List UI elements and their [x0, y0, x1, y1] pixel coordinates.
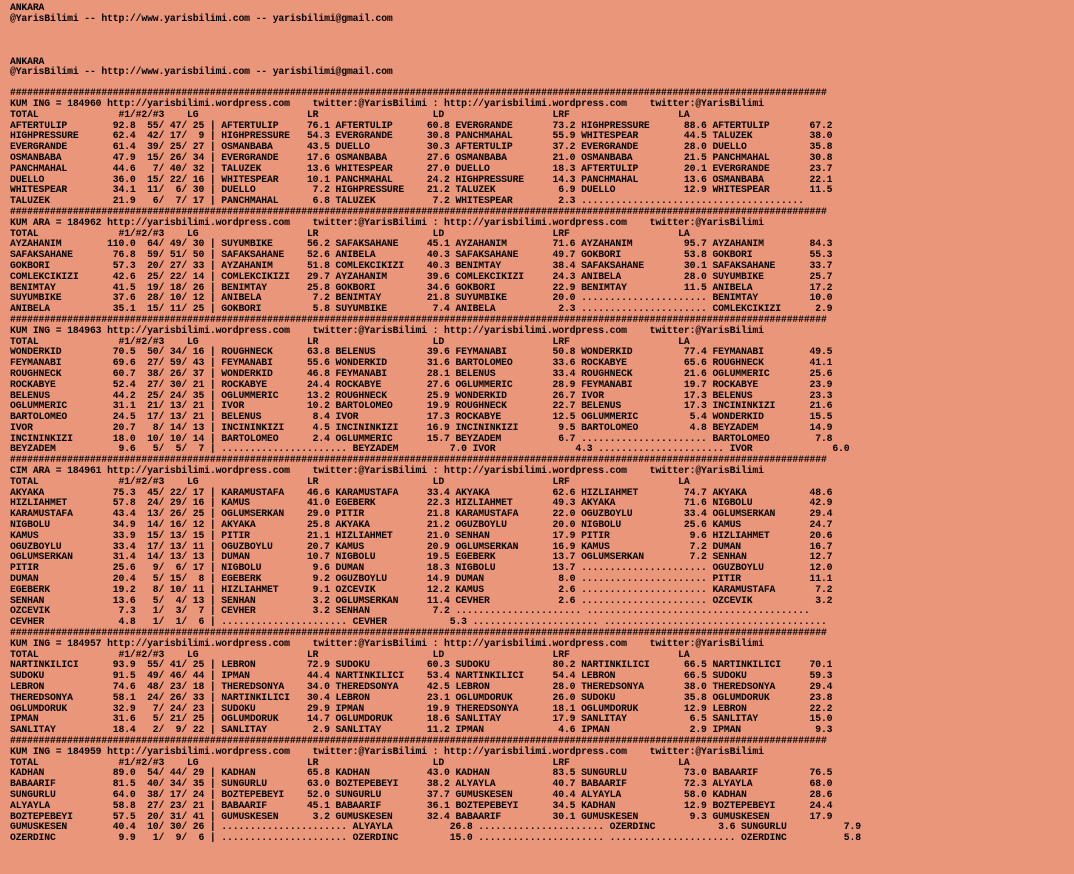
- header-spacer: [10, 25, 1074, 57]
- header-city-2: ANKARA: [10, 55, 45, 67]
- header-city: ANKARA: [10, 2, 45, 13]
- header-credit: @YarisBilimi -- http://www.yarisbilimi.com -- yarisbilimi@gmail.com: [10, 12, 393, 24]
- race-tables: ############################################################################################################################################### KUM ING = 184960 http://yarisbilimi.wordpress.com twitter:@YarisBilimi : http://yarisbilimi.wordpress.com twitter:@YarisBilimi TOTAL #1/#2/#3 LG LR LD LRF LA AFTERTULIP 92.8 55/ 47/ 25 | AFTERTULIP 76.1 AFTERTULIP 60.8 EVERGRANDE 73.2 HIGHPRESSURE 88.6 AFTERTULIP 67.2 HIGHPRESSURE 62.4 42/ 17/ 9 | HIGHPRESSURE 54.3 EVERGRANDE 30.8 PANCHMAHAL 55.9 WHITESPEAR 44.5 TALUZEK 38.0 EVERGRANDE 61.4 39/ 25/ 27 | OSMANBABA 43.5 DUELLO 30.3 AFTERTULIP 37.2 EVERGRANDE 28.0 DUELLO 35.8 OSMANBABA 47.9 15/ 26/ 34 | EVERGRANDE 17.6 OSMANBABA 27.6 OSMANBABA 21.0 OSMANBABA 21.5 PANCHMAHAL 30.8 PANCHMAHAL 44.6 7/ 40/ 32 | TALUZEK 13.6 WHITESPEAR 27.0 DUELLO 18.3 AFTERTULIP 20.1 EVERGRANDE 23.7 DUELLO 36.0 15/ 22/ 16 | WHITESPEAR 10.1 PANCHMAHAL 24.2 HIGHPRESSURE 14.3 PANCHMAHAL 13.6 OSMANBABA 22.1 WHITESPEAR 34.1 11/ 6/ 30 | DUELLO 7.2 HIGHPRESSURE 21.2 TALUZEK 6.9 DUELLO 12.9 WHITESPEAR 11.5 TALUZEK 21.9 6/ 7/ 17 | PANCHMAHAL 6.8 TALUZEK 7.2 WHITESPEAR 2.3 ....................................... ############################################################################################################################################### KUM ARA = 184962 http://yarisbilimi.wordpress.com twitter:@YarisBilimi : http://yarisbilimi.wordpress.com twitter:@YarisBilimi TOTAL #1/#2/#3 LG LR LD LRF LA AYZAHANIM 110.0 64/ 49/ 30 | SUYUMBIKE 56.2 SAFAKSAHANE 45.1 AYZAHANIM 71.6 AYZAHANIM 95.7 AYZAHANIM 84.3 SAFAKSAHANE 76.8 59/ 51/ 50 | SAFAKSAHANE 52.6 ANIBELA 40.3 SAFAKSAHANE 49.7 GOKBORI 53.8 GOKBORI 55.3 GOKBORI 57.3 20/ 27/ 33 | AYZAHANIM 51.8 COMLEKCIKIZI 40.3 BENIMTAY 38.4 SAFAKSAHANE 30.1 SAFAKSAHANE 33.7 COMLEKCIKIZI 42.6 25/ 22/ 14 | COMLEKCIKIZI 29.7 AYZAHANIM 39.6 COMLEKCIKIZI 24.3 ANIBELA 28.0 SUYUMBIKE 25.7 BENIMTAY 41.5 19/ 18/ 26 | BENIMTAY 25.8 GOKBORI 34.6 GOKBORI 22.9 BENIMTAY 11.5 ANIBELA 17.2 SUYUMBIKE 37.6 28/ 10/ 12 | ANIBELA 7.2 BENIMTAY 21.8 SUYUMBIKE 20.0 ...................... BENIMTAY 10.0 ANIBELA 35.1 15/ 11/ 25 | GOKBORI 5.8 SUYUMBIKE 7.4 ANIBELA 2.3 ...................... COMLEKCIKIZI 2.9 ############################################################################################################################################### KUM ING = 184963 http://yarisbilimi.wordpress.com twitter:@YarisBilimi : http://yarisbilimi.wordpress.com twitter:@YarisBilimi TOTAL #1/#2/#3 LG LR LD LRF LA WONDERKID 70.5 50/ 34/ 16 | ROUGHNECK 63.8 BELENUS 39.6 FEYMANABI 50.8 WONDERKID 77.4 FEYMANABI 49.5 FEYMANABI 69.6 27/ 59/ 43 | FEYMANABI 55.6 WONDERKID 31.6 BARTOLOMEO 33.6 ROCKABYE 65.6 ROUGHNECK 41.1 ROUGHNECK 60.7 38/ 26/ 37 | WONDERKID 46.8 FEYMANABI 28.1 BELENUS 33.4 ROUGHNECK 21.6 OGLUMMERIC 25.6 ROCKABYE 52.4 27/ 30/ 21 | ROCKABYE 24.4 ROCKABYE 27.6 OGLUMMERIC 28.9 FEYMANABI 19.7 ROCKABYE 23.9 BELENUS 44.2 25/ 24/ 35 | OGLUMMERIC 13.2 ROUGHNECK 25.9 WONDERKID 26.7 IVOR 17.3 BELENUS 23.3 OGLUMMERIC 31.1 21/ 13/ 21 | IVOR 10.2 BARTOLOMEO 19.9 ROUGHNECK 22.7 BELENUS 17.3 INCININKIZI 21.6 BARTOLOMEO 24.5 17/ 13/ 21 | BELENUS 8.4 IVOR 17.3 ROCKABYE 12.5 OGLUMMERIC 5.4 WONDERKID 15.5 IVOR 20.7 8/ 14/ 13 | INCININKIZI 4.5 INCININKIZI 16.9 INCININKIZI 9.5 BARTOLOMEO 4.8 BEYZADEM 14.9 INCININKIZI 18.0 10/ 10/ 14 | BARTOLOMEO 2.4 OGLUMMERIC 15.7 BEYZADEM 6.7 ...................... BARTOLOMEO 7.8 BEYZADEM 9.6 5/ 5/ 7 | ...................... BEYZADEM 7.0 IVOR 4.3 ...................... IVOR 6.0 ############################################################################################################################################### CIM ARA = 184961 http://yarisbilimi.wordpress.com twitter:@YarisBilimi : http://yarisbilimi.wordpress.com twitter:@YarisBilimi TOTAL #1/#2/#3 LG LR LD LRF LA AKYAKA 75.3 45/ 22/ 17 | KARAMUSTAFA 46.6 KARAMUSTAFA 33.4 AKYAKA 62.6 HIZLIAHMET 74.7 AKYAKA 48.6 HIZLIAHMET 57.8 24/ 29/ 16 | KAMUS 41.0 EGEBERK 22.3 HIZLIAHMET 49.3 AKYAKA 71.6 NIGBOLU 42.9 KARAMUSTAFA 43.4 13/ 26/ 25 | OGLUMSERKAN 29.0 PITIR 21.8 KARAMUSTAFA 22.0 OGUZBOYLU 33.4 OGLUMSERKAN 29.4 NIGBOLU 34.9 14/ 16/ 12 | AKYAKA 25.8 AKYAKA 21.2 OGUZBOYLU 20.0 NIGBOLU 25.6 KAMUS 24.7 KAMUS 33.9 15/ 13/ 15 | PITIR 21.1 HIZLIAHMET 21.0 SENHAN 17.9 PITIR 9.6 HIZLIAHMET 20.6 OGUZBOYLU 33.4 17/ 13/ 11 | OGUZBOYLU 20.7 KAMUS 20.9 OGLUMSERKAN 16.9 KAMUS 7.2 DUMAN 16.7 OGLUMSERKAN 31.4 14/ 13/ 13 | DUMAN 10.7 NIGBOLU 19.5 EGEBERK 13.7 OGLUMSERKAN 7.2 SENHAN 12.7 PITIR 25.6 9/ 6/ 17 | NIGBOLU 9.6 DUMAN 18.3 NIGBOLU 13.7 ...................... OGUZBOYLU 12.0 DUMAN 20.4 5/ 15/ 8 | EGEBERK 9.2 OGUZBOYLU 14.9 DUMAN 8.0 ...................... PITIR 11.1 EGEBERK 19.2 8/ 10/ 11 | HIZLIAHMET 9.1 OZCEVIK 12.2 KAMUS 2.6 ...................... KARAMUSTAFA 7.2 SENHAN 13.6 5/ 4/ 13 | SENHAN 3.2 OGLUMSERKAN 11.4 CEVHER 2.6 ...................... OZCEVIK 3.2 OZCEVIK 7.3 1/ 3/ 7 | CEVHER 3.2 SENHAN 7.2 ...................... ....................................... CEVHER 4.8 1/ 1/ 6 | ...................... CEVHER 5.3 ...................... ....................................... ############################################################################################################################################### KUM ING = 184957 http://yarisbilimi.wordpress.com twitter:@YarisBilimi : http://yarisbilimi.wordpress.com twitter:@YarisBilimi TOTAL #1/#2/#3 LG LR LD LRF LA NARTINKILICI 93.9 55/ 41/ 25 | LEBRON 72.9 SUDOKU 60.3 SUDOKU 80.2 NARTINKILICI 66.5 NARTINKILICI 70.1 SUDOKU 91.5 49/ 46/ 44 | IPMAN 44.4 NARTINKILICI 53.4 NARTINKILICI 54.4 LEBRON 66.5 SUDOKU 59.3 LEBRON 74.6 48/ 23/ 18 | THEREDSONYA 34.0 THEREDSONYA 42.5 LEBRON 28.0 THEREDSONYA 38.0 THEREDSONYA 29.4 THEREDSONYA 58.1 24/ 26/ 33 | NARTINKILICI 30.4 LEBRON 23.1 OGLUMDORUK 26.0 SUDOKU 35.8 OGLUMDORUK 23.8 OGLUMDORUK 32.9 7/ 24/ 23 | SUDOKU 29.9 IPMAN 19.9 THEREDSONYA 18.1 OGLUMDORUK 12.9 LEBRON 22.2 IPMAN 31.6 5/ 21/ 25 | OGLUMDORUK 14.7 OGLUMDORUK 18.6 SANLITAY 17.9 SANLITAY 6.5 SANLITAY 15.0 SANLITAY 18.4 2/ 9/ 22 | SANLITAY 2.9 SANLITAY 11.2 IPMAN 4.6 IPMAN 2.9 IPMAN 9.3 ############################################################################################################################################### KUM ING = 184959 http://yarisbilimi.wordpress.com twitter:@YarisBilimi : http://yarisbilimi.wordpress.com twitter:@YarisBilimi TOTAL #1/#2/#3 LG LR LD LRF LA KADHAN 89.0 54/ 44/ 29 | KADHAN 65.8 KADHAN 43.0 KADHAN 83.5 SUNGURLU 73.0 BABAARIF 76.5 BABAARIF 81.5 40/ 34/ 35 | SUNGURLU 63.0 BOZTEPEBEYI 38.2 ALYAYLA 40.7 BABAARIF 72.3 ALYAYLA 68.0 SUNGURLU 64.0 38/ 17/ 24 | BOZTEPEBEYI 52.0 SUNGURLU 37.7 GUMUSKESEN 40.4 ALYAYLA 58.0 KADHAN 28.6 ALYAYLA 58.8 27/ 23/ 21 | BABAARIF 45.1 BABAARIF 36.1 BOZTEPEBEYI 34.5 KADHAN 12.9 BOZTEPEBEYI 24.4 BOZTEPEBEYI 57.5 20/ 31/ 41 | GUMUSKESEN 3.2 GUMUSKESEN 32.4 BABAARIF 30.1 GUMUSKESEN 9.3 GUMUSKESEN 17.9 GUMUSKESEN 40.4 10/ 30/ 26 | ...................... ALYAYLA 26.8 ...................... OZERDINC 3.6 SUNGURLU 7.9 OZERDINC 9.9 1/ 9/ 6 | ...................... OZERDINC 15.0 ...................... ...................... OZERDINC 5.8: [10, 87, 861, 844]
- header-credit-2: @YarisBilimi -- http://www.yarisbilimi.com -- yarisbilimi@gmail.com: [10, 66, 393, 78]
